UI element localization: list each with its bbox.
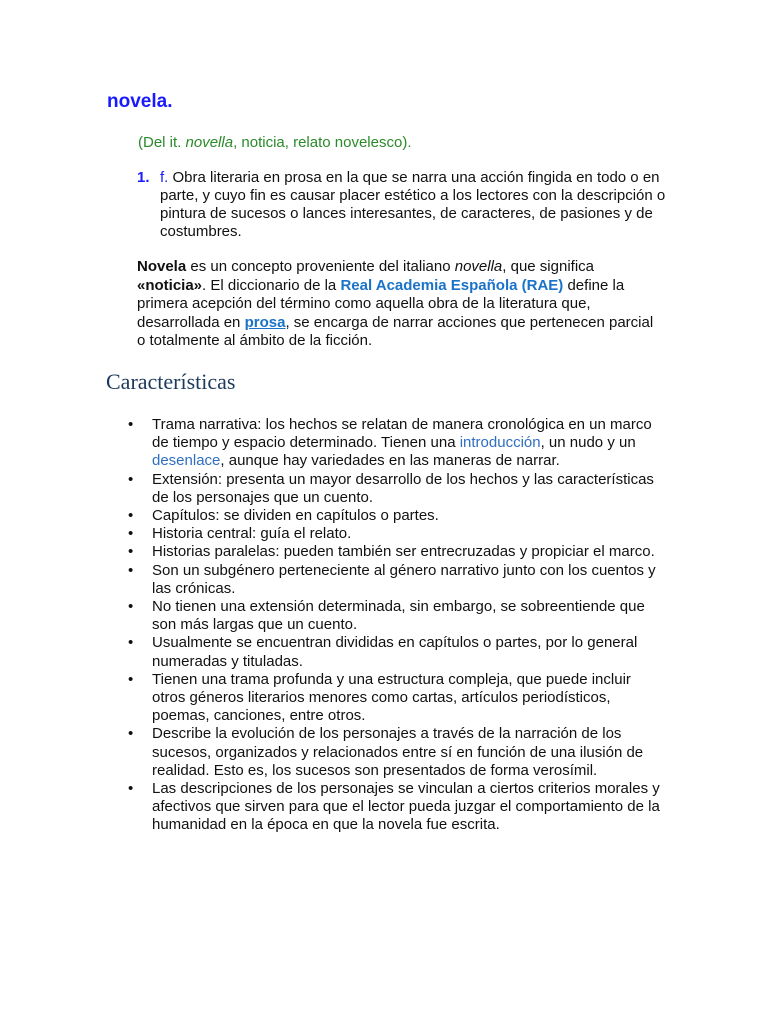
section-heading: Características <box>106 369 236 394</box>
intro-text-4: define la primera acepción del término como aquella obra de la literatura que, desarrollada en <box>137 276 625 331</box>
feature-text: Capítulos: se dividen en capítulos o partes. <box>152 507 439 525</box>
list-item <box>128 562 668 598</box>
feature-text: Trama narrativa: los hechos se relatan de manera cronológica en un marco de tiempo y espacio determinado. Tienen una <box>152 416 652 452</box>
intro-text-1: es un concepto proveniente del italiano <box>186 258 455 275</box>
feature-text: Usualmente se encuentran divididas en capítulos o partes, por lo general numeradas y tituladas. <box>152 634 638 670</box>
etymology-open: (Del it. <box>138 134 186 151</box>
intro-paragraph <box>137 258 657 351</box>
list-item <box>128 543 668 561</box>
definition-text: Obra literaria en prosa en la que se narra una acción fingida en todo o en parte, y cuyo fin es causar placer estético a los lectores con la descripción o pintura de sucesos o lances interesantes, de caracteres, de pasiones y de costumbres. <box>160 169 666 240</box>
bullet-icon: • <box>128 543 134 561</box>
rae-link[interactable]: Real Academia Española (RAE) <box>340 276 564 294</box>
list-item <box>128 525 668 543</box>
intro-term: Novela <box>137 258 187 275</box>
bullet-icon: • <box>128 470 134 488</box>
bullet-icon: • <box>128 670 134 688</box>
feature-text: Describe la evolución de los personajes a través de la narración de los sucesos, organizados y relacionados entre sí en función de una ilusión de realidad. Esto es, los sucesos son presentados de forma verosímil. <box>152 725 644 779</box>
definition <box>137 169 677 241</box>
bullet-icon: • <box>128 416 134 433</box>
bullet-icon: • <box>128 561 134 579</box>
list-item <box>128 598 668 634</box>
intro-text-5: , se encarga de narrar acciones que pertenecen parcial o totalmente al ámbito de la ficción. <box>137 313 654 349</box>
list-item <box>128 416 668 471</box>
etymology-word: novella <box>185 134 234 151</box>
list-item <box>128 671 668 726</box>
bullet-icon: • <box>128 780 134 798</box>
feature-text: Tienen una trama profunda y una estructura compleja, que puede incluir otros géneros literarios menores como cartas, artículos periodísticos, poemas, canciones, entre otros. <box>152 670 631 725</box>
list-item <box>128 725 668 780</box>
definition-number: 1. <box>137 169 150 186</box>
feature-text: Son un subgénero perteneciente al género narrativo junto con los cuentos y las crónicas. <box>152 561 656 597</box>
list-item <box>128 780 668 835</box>
bullet-icon: • <box>128 598 134 616</box>
feature-text: Historia central: guía el relato. <box>152 525 352 543</box>
intro-noticia: «noticia» <box>137 276 203 294</box>
list-item <box>128 471 668 507</box>
feature-text: , aunque hay variedades en las maneras de narrar. <box>220 452 560 470</box>
prosa-link[interactable]: prosa <box>244 313 286 331</box>
feature-text: Las descripciones de los personajes se vinculan a ciertos criterios morales y afectivos que sirven para que el lector pueda juzgar el comportamiento de la humanidad en la época en que la novela fue escrita. <box>152 780 660 834</box>
list-item <box>128 634 668 670</box>
etymology-rest: , noticia, relato novelesco). <box>233 134 412 151</box>
feature-text: Extensión: presenta un mayor desarrollo de los hechos y las características de los personajes que un cuento. <box>152 470 654 506</box>
intro-text-3: . El diccionario de la <box>202 276 341 294</box>
bullet-icon: • <box>128 725 134 743</box>
introduccion-link[interactable]: introducción <box>459 434 541 452</box>
bullet-icon: • <box>128 634 134 652</box>
features-list <box>128 416 668 835</box>
feature-text: Historias paralelas: pueden también ser entrecruzadas y propiciar el marco. <box>152 543 655 561</box>
etymology <box>138 134 412 151</box>
bullet-icon: • <box>128 525 134 543</box>
intro-text-2: , que significa <box>502 258 595 275</box>
bullet-icon: • <box>128 507 134 525</box>
list-item <box>128 507 668 525</box>
feature-text: , un nudo y un <box>540 434 636 452</box>
desenlace-link[interactable]: desenlace <box>152 452 221 470</box>
feature-text: No tienen una extensión determinada, sin embargo, se sobreentiende que son más largas que un cuento. <box>152 598 645 634</box>
definition-abbr: f. <box>160 169 169 186</box>
entry-title: novela. <box>107 91 173 112</box>
intro-italian: novella <box>454 258 503 275</box>
